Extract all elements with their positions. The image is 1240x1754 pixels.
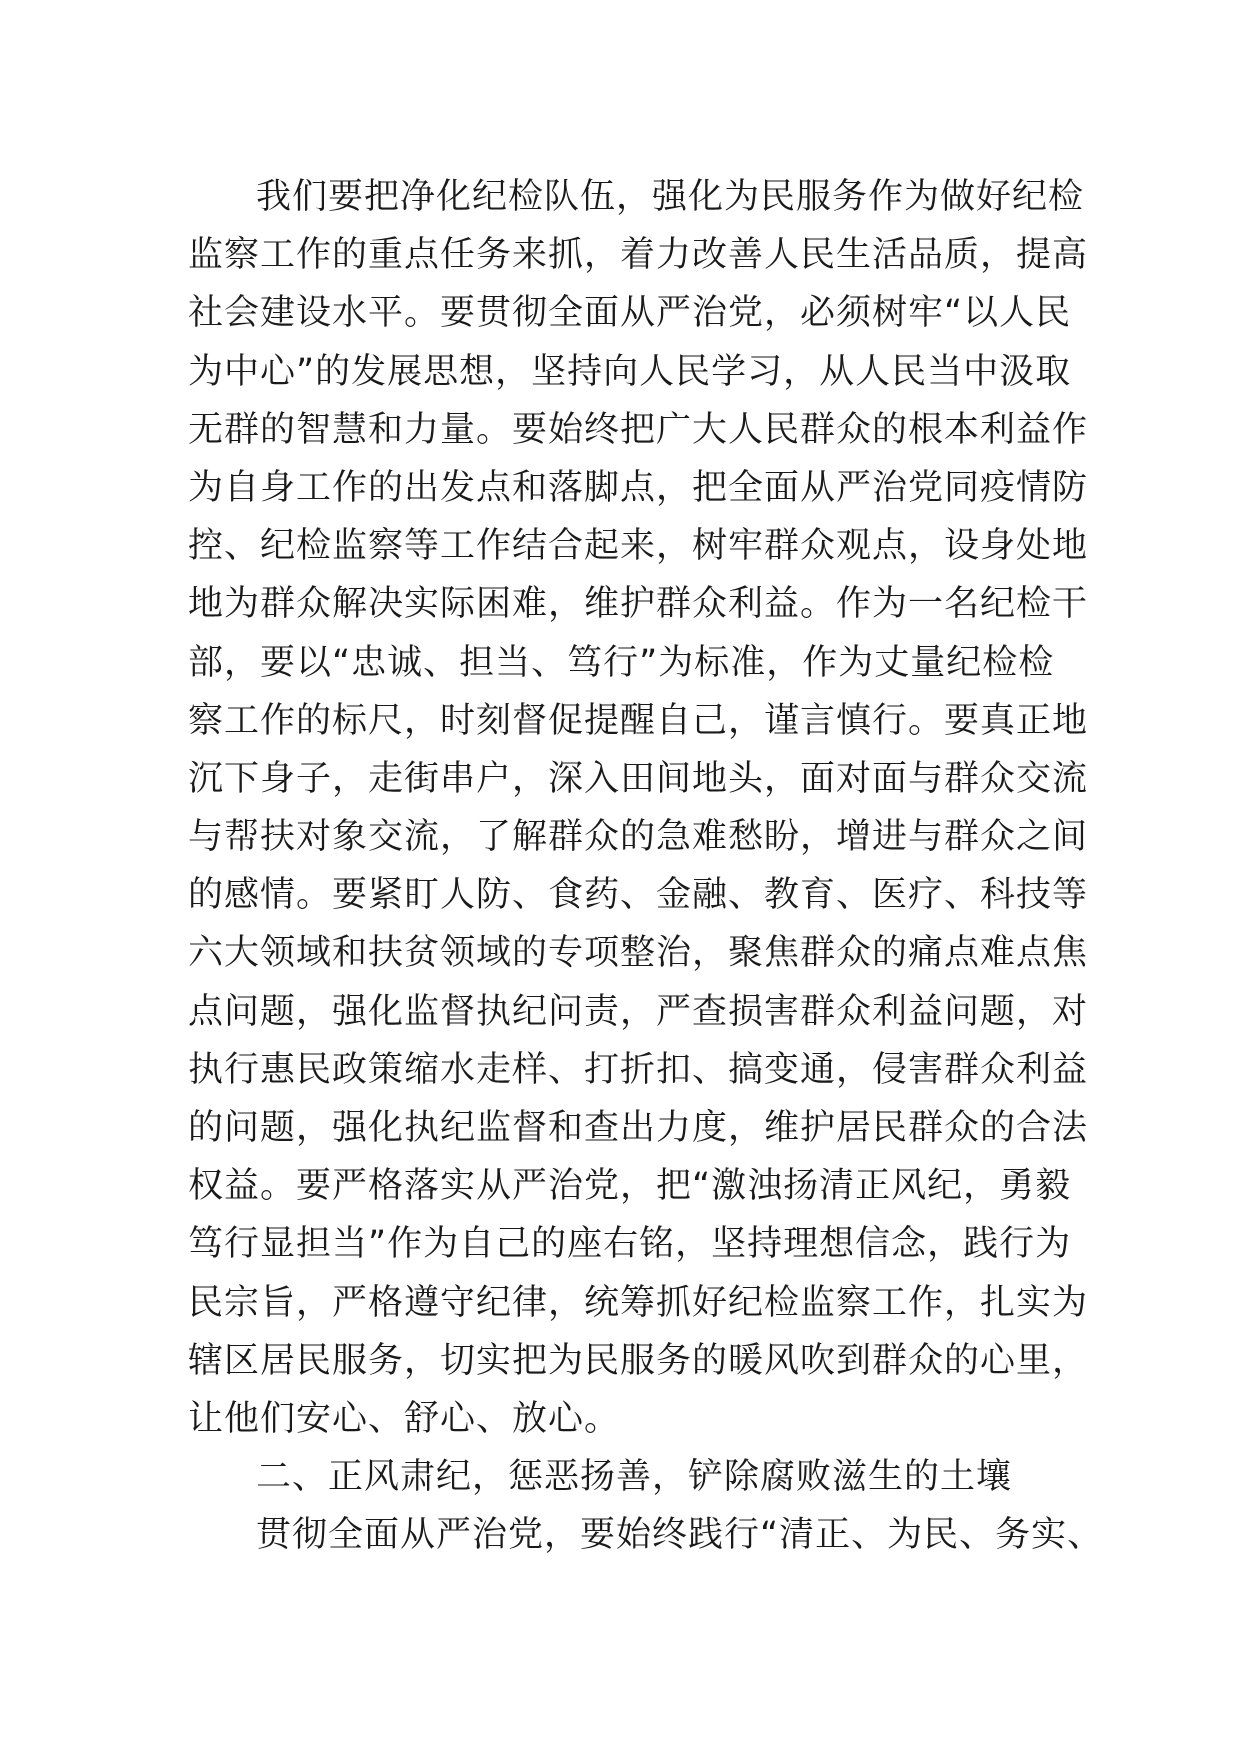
text-line: 权益。要严格落实从严治党，把“激浊扬清正风纪，勇毅 [188,1166,1072,1207]
section-heading: 二、正风肃纪，惩恶扬善，铲除腐败滋生的土壤 [256,1457,1013,1498]
text-line: 为自身工作的出发点和落脚点，把全面从严治党同疫情防 [188,467,1089,508]
body-text [188,168,1104,1565]
text-line: 控、纪检监察等工作结合起来，树牢群众观点，设身处地 [188,526,1089,567]
text-line: 地为群众解决实际困难，维护群众利益。作为一名纪检干 [188,584,1089,625]
text-line: 的问题，强化执纪监督和查出力度，维护居民群众的合法 [188,1108,1089,1148]
text-line: 监察工作的重点任务来抓，着力改善人民生活品质，提高 [188,235,1089,276]
text-line: 察工作的标尺，时刻督促提醒自己，谨言慎行。要真正地 [188,700,1089,741]
text-line: 点问题，强化监督执纪问责，严查损害群众利益问题，对 [188,991,1089,1032]
text-line: 与帮扶对象交流，了解群众的急难愁盼，增进与群众之间 [188,817,1089,858]
text-line: 无群的智慧和力量。要始终把广大人民群众的根本利益作 [188,409,1089,450]
text-line: 我们要把净化纪检队伍，强化为民服务作为做好纪检 [256,177,1085,217]
text-line: 贯彻全面从严治党，要始终践行“清正、为民、务实、 [256,1515,1104,1556]
text-line: 笃行显担当”作为自己的座右铭，坚持理想信念，践行为 [188,1224,1072,1265]
text-line: 沉下身子，走街串户，深入田间地头，面对面与群众交流 [188,758,1089,799]
text-line: 让他们安心、舒心、放心。 [188,1398,621,1439]
text-line: 社会建设水平。要贯彻全面从严治党，必须树牢“以人民 [188,293,1072,334]
text-line: 部，要以“忠诚、担当、笃行”为标准，作为丈量纪检检 [188,642,1055,683]
text-line: 辖区居民服务，切实把为民服务的暖风吹到群众的心里， [188,1340,1089,1381]
text-line: 执行惠民政策缩水走样、打折扣、搞变通，侵害群众利益 [188,1049,1089,1090]
text-line: 民宗旨，严格遵守纪律，统筹抓好纪检监察工作，扎实为 [188,1282,1089,1323]
text-line: 的感情。要紧盯人防、食药、金融、教育、医疗、科技等 [188,875,1089,916]
text-line: 六大领域和扶贫领域的专项整治，聚焦群众的痛点难点焦 [188,933,1089,974]
text-line: 为中心”的发展思想，坚持向人民学习，从人民当中汲取 [188,351,1072,392]
